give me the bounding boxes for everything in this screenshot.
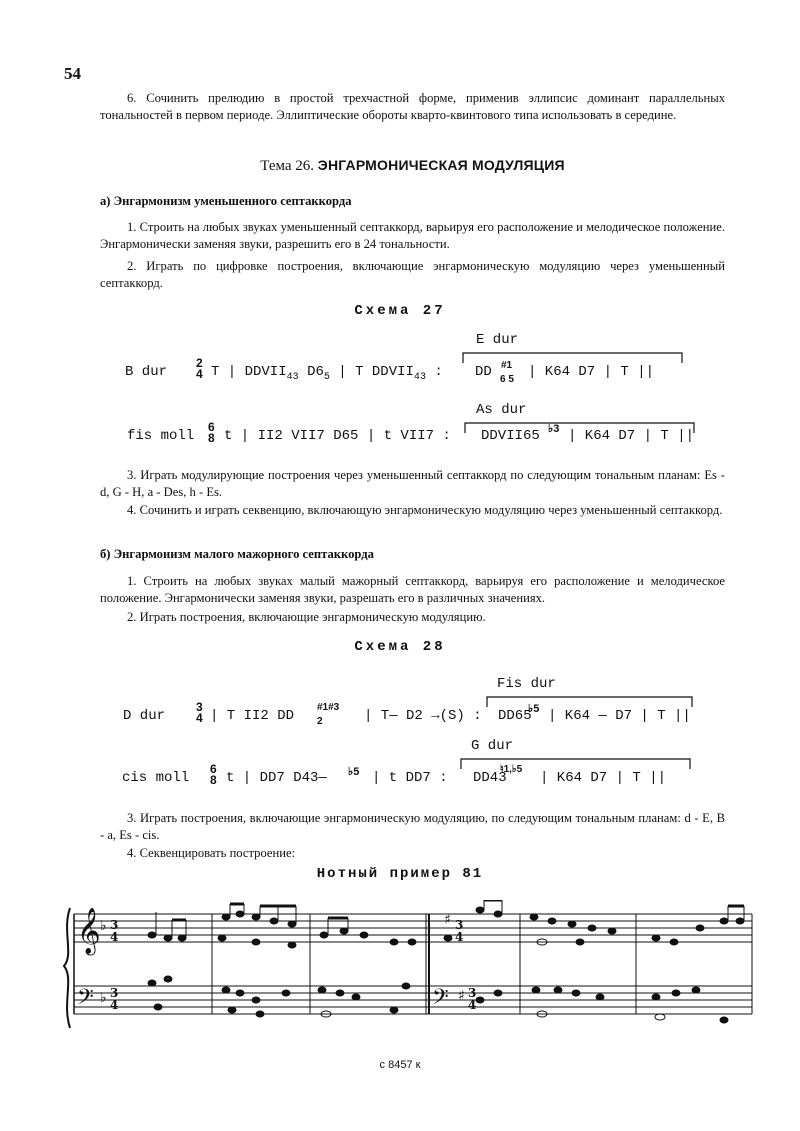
topic-heading xyxy=(100,157,725,175)
chord-sequence-cont: | T— D2 →(S) : xyxy=(364,708,482,724)
svg-text:3: 3 xyxy=(455,918,464,932)
chord-alteration-2: ♮1,♭5 xyxy=(500,764,523,775)
chord-sequence: T | $DDVII_{43}$ $D6_5$ | T $DDVII_{43}$ : xyxy=(211,364,443,383)
section-b-task-1: 1. Строить на любых звуках малый мажорный септаккорд, варьируя его расположение и мелодическое положение. Энгармонически заменяя звуки, разрешать его в различных значениях. xyxy=(100,574,725,605)
section-b-heading: б) Энгармонизм малого мажорного септаккорда xyxy=(100,547,374,561)
chord-sequence-cont: | t DD7 : xyxy=(372,770,448,786)
svg-text:4: 4 xyxy=(455,930,464,944)
music-score xyxy=(60,900,760,1040)
time-signature: 2 4 xyxy=(196,356,203,381)
svg-text:♭: ♭ xyxy=(100,990,107,1006)
scheme-key: fis moll xyxy=(127,428,195,444)
chord-figures-lower: 6 5 xyxy=(500,374,514,385)
chord-alteration-2: ♭5 xyxy=(528,703,540,715)
section-b-task-4: 4. Секвенцировать построение: xyxy=(127,846,296,860)
scheme-key: B dur xyxy=(125,364,168,380)
enharmonic-chord: DD65 xyxy=(498,708,532,724)
time-signature: 6 8 xyxy=(210,762,217,787)
task-6: 6. Сочинить прелюдию в простой трехчастной форме, применив эллипсис доминант параллельных тональностей в первом периоде. Эллиптические обороты кварто-квинтового типа использовать в середине. xyxy=(100,91,725,122)
chord-alteration: ♭5 xyxy=(348,766,360,778)
chord-sequence: t | DD7 D43— xyxy=(226,770,327,786)
scheme-28-row-2 xyxy=(0,738,800,798)
modulation-bracket xyxy=(486,696,694,708)
svg-text:♯: ♯ xyxy=(444,912,451,928)
section-a-task-4: 4. Сочинить и играть секвенцию, включающую энгармоническую модуляцию через уменьшенный септаккорд. xyxy=(127,503,723,517)
scheme-28-row-1 xyxy=(0,676,800,736)
svg-text:3: 3 xyxy=(110,918,119,932)
section-a-task-3: 3. Играть модулирующие построения через уменьшенный септаккорд по следующим тональным планам: Es - d, G - H, a - Des, h - Es. xyxy=(100,468,725,499)
scheme-27-row-1 xyxy=(0,330,800,390)
cadence: | K64 D7 | T || xyxy=(568,428,695,444)
topic-prefix: Тема 26. xyxy=(260,158,315,174)
chord-sequence: | T II2 DD xyxy=(210,708,295,724)
svg-text:4: 4 xyxy=(110,930,119,944)
section-b-task-3: 3. Играть построения, включающие энгармоническую модуляцию, по следующим тональным планам: d - E, B - a, Es - cis. xyxy=(100,811,725,842)
target-key-label: E dur xyxy=(476,332,519,348)
enharmonic-chord: DD xyxy=(475,364,492,380)
svg-text:4: 4 xyxy=(468,998,477,1012)
scheme-27-title: Схема 27 xyxy=(354,303,446,319)
chord-alteration: #1#3 xyxy=(317,702,340,713)
cadence: | K64 D7 | T || xyxy=(540,770,667,786)
chord-figure: 2 xyxy=(317,716,323,727)
svg-text:♭: ♭ xyxy=(100,918,107,934)
enharmonic-chord: DDVII65 xyxy=(481,428,540,444)
enharmonic-chord: DD43 xyxy=(473,770,507,786)
chord-sequence: t | II2 VII7 D65 | t VII7 : xyxy=(224,428,451,444)
cadence: | K64 — D7 | T || xyxy=(548,708,691,724)
scheme-27-row-2 xyxy=(0,398,800,458)
svg-text:𝄢: 𝄢 xyxy=(432,985,449,1015)
target-key-label: As dur xyxy=(476,402,527,418)
music-example-title: Нотный пример 81 xyxy=(316,866,484,882)
section-a-heading: а) Энгармонизм уменьшенного септаккорда xyxy=(100,194,352,208)
time-signature: 6 8 xyxy=(208,420,215,445)
svg-text:𝄢: 𝄢 xyxy=(77,985,94,1015)
svg-text:3: 3 xyxy=(468,986,477,1000)
time-signature: 3 4 xyxy=(196,700,203,725)
scheme-key: cis moll xyxy=(122,770,190,786)
cadence: | K64 D7 | T || xyxy=(528,364,655,380)
scheme-key: D dur xyxy=(123,708,166,724)
page-number: 54 xyxy=(64,64,81,83)
modulation-bracket xyxy=(460,758,692,770)
target-key-label: Fis dur xyxy=(497,676,556,692)
footer-code: с 8457 к xyxy=(379,1059,421,1071)
svg-text:♯: ♯ xyxy=(458,988,465,1004)
target-key-label: G dur xyxy=(471,738,514,754)
chord-figures: #1 xyxy=(501,360,513,371)
modulation-bracket xyxy=(462,352,684,364)
svg-text:3: 3 xyxy=(110,986,119,1000)
section-b-task-2: 2. Играть построения, включающие энгармоническую модуляцию. xyxy=(127,610,486,624)
chord-alteration: ♭3 xyxy=(548,423,560,435)
svg-text:4: 4 xyxy=(110,998,119,1012)
section-a-task-2: 2. Играть по цифровке построения, включающие энгармоническую модуляцию через уменьшенный септаккорд. xyxy=(100,259,725,290)
section-a-task-1: 1. Строить на любых звуках уменьшенный септаккорд, варьируя его расположение и мелодическое положение. Энгармонически заменяя звуки, разрешить его в 24 тональности. xyxy=(100,220,725,251)
topic-title: ЭНГАРМОНИЧЕСКАЯ МОДУЛЯЦИЯ xyxy=(317,157,565,173)
scheme-28-title: Схема 28 xyxy=(354,639,446,655)
svg-text:𝄞: 𝄞 xyxy=(77,908,101,954)
